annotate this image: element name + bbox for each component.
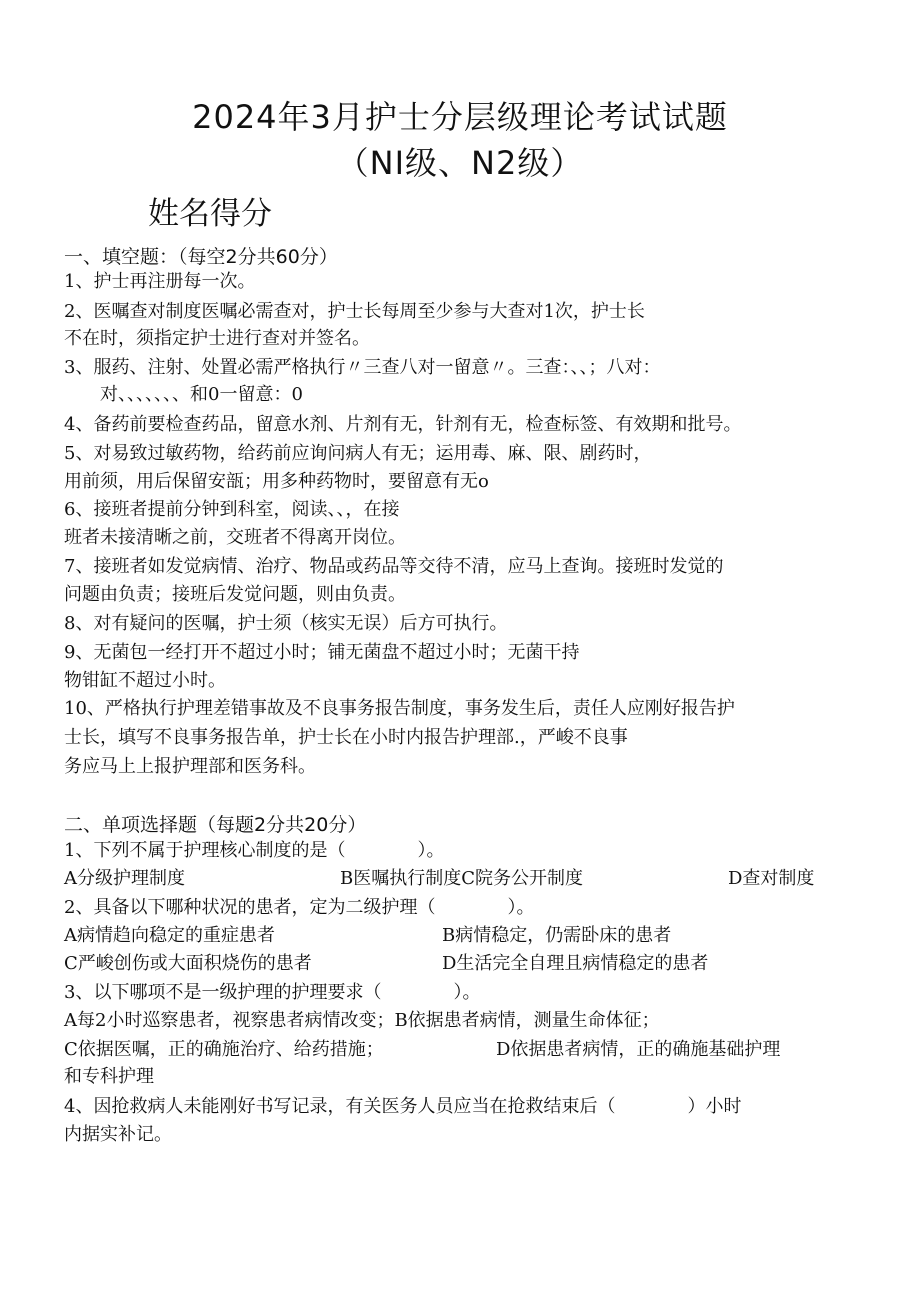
question-stem: 4、因抢救病人未能刚好书写记录，有关医务人员应当在抢救结束后（ ）小时 [64,1096,742,1117]
option-a: A分级护理制度 [64,868,185,889]
fill-blank-line: 5、对易致过敏药物，给药前应询问病人有无；运用毒、麻、限、剧药时， [64,443,652,464]
section1-heading [64,242,338,269]
section2-points: 2 [254,814,267,836]
fill-blank-line: 班者未接清晰之前，交班者不得离开岗位。 [64,527,406,548]
section2-heading-end: 分） [328,814,367,836]
fill-blank-line: 务应马上上报护理部和医务科。 [64,756,316,777]
exam-level-subtitle: （NI级、N2级） [336,144,584,182]
question-stem: 2、具备以下哪种状况的患者，定为二级护理（ ）。 [64,897,535,918]
fill-blank-line: 2、医嘱查对制度医嘱必需查对，护士长每周至少参与大查对1次，护士长 [64,301,645,322]
section1-heading-text: 一、填空题：（每空 [64,246,226,268]
fill-blank-line: 不在时，须指定护士进行查对并签名。 [64,328,370,349]
fill-blank-line: 用前须，用后保留安瓿；用多种药物时，要留意有无o [64,471,489,492]
fill-blank-line: 1、护士再注册每一次。 [64,271,256,292]
option-b: B病情稳定，仍需卧床的患者 [442,925,672,946]
section1-points: 2 [225,246,238,268]
section2-heading-text: 二、单项选择题（每题 [64,814,255,836]
fill-blank-line: 物钳缸不超过小时。 [64,670,226,691]
section2-total: 20 [304,814,329,836]
fill-blank-line: 问题由负责；接班后发觉问题，则由负责。 [64,584,406,605]
question-stem-continuation: 内据实补记。 [64,1124,172,1145]
option-c: C依据医嘱，正的确施治疗、给药措施； [64,1039,384,1060]
question-stem: 1、下列不属于护理核心制度的是（ ）。 [64,840,445,861]
option-a: A病情趋向稳定的重症患者 [64,925,275,946]
fill-blank-line: 8、对有疑问的医嘱，护士须（核实无误）后方可执行。 [64,613,508,634]
fill-blank-line: 对、、、、、、、和0一留意：0 [64,384,303,405]
section1-heading-end: 分） [299,246,338,268]
section1-heading-mid: 分共 [237,246,276,268]
fill-blank-line: 4、备药前要检查药品，留意水剂、片剂有无，针剂有无，检查标签、有效期和批号。 [64,414,742,435]
fill-blank-line: 10、严格执行护理差错事故及不良事务报告制度，事务发生后，责任人应刚好报告护 [64,698,735,719]
option-continuation: 和专科护理 [64,1066,154,1087]
fill-blank-line: 9、无菌包一经打开不超过小时；铺无菌盘不超过小时；无菌干持 [64,642,580,663]
section1-total: 60 [275,246,300,268]
section2-heading-mid: 分共 [266,814,305,836]
section2-heading [64,810,366,837]
option-d: D依据患者病情，正的确施基础护理 [496,1039,781,1060]
fill-blank-line: 6、接班者提前分钟到科室，阅读、、，在接 [64,499,400,520]
option-row: A每2小时巡察患者，视察患者病情改变；B依据患者病情，测量生命体征； [64,1010,660,1031]
name-score-line: 姓名得分 [148,196,272,232]
option-c: C严峻创伤或大面积烧伤的患者 [64,953,312,974]
option-d: D查对制度 [728,868,815,889]
question-stem: 3、以下哪项不是一级护理的护理要求（ ）。 [64,982,481,1003]
fill-blank-line: 3、服药、注射、处置必需严格执行〃三查八对一留意〃。三查：、、；八对： [64,357,661,378]
fill-blank-line: 士长，填写不良事务报告单，护士长在小时内报告护理部.，严峻不良事 [64,727,628,748]
exam-title: 2024年3月护士分层级理论考试试题 [192,98,728,136]
option-b-c: B医嘱执行制度C院务公开制度 [340,868,583,889]
option-d: D生活完全自理且病情稳定的患者 [442,953,709,974]
fill-blank-line: 7、接班者如发觉病情、治疗、物品或药品等交待不清，应马上查询。接班时发觉的 [64,556,724,577]
